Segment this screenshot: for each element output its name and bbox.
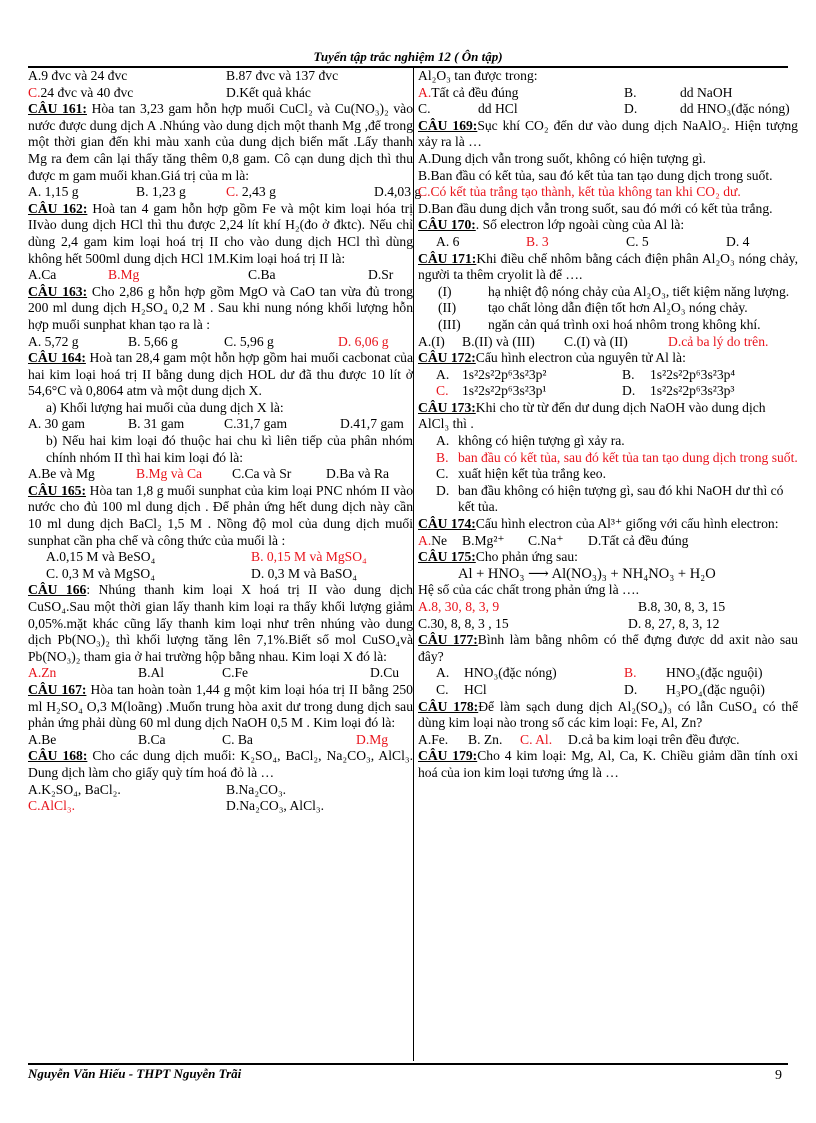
- question-165: CÂU 165: Hòa tan 1,8 g muối sunphat của kim loại PNC nhóm II vào nước cho đủ 100 ml dung dịch . Để phản ứng hết dung dịch này cần 10 ml dung dịch BaCl₂ 1,5 M . Nồng độ mol của dung dịch muối sunphat cần pha chế và công thức của muối là :: [28, 482, 413, 548]
- column-divider: [413, 68, 414, 1061]
- question-162: CÂU 162: Hoà tan 4 gam hỗn hợp gồm Fe và một kim loại hóa trị IIvào dung dịch HCl thì thu được 2,24 lít khí H₂(đo ở đktc). Nếu chỉ dùng 2,4 gam kim loại hoá trị II cho vào dung dịch HCl thì dùng không hết 500ml dung dịch HCl 1M.Kim loại hoá trị II là:: [28, 200, 413, 266]
- page-footer: [28, 1063, 788, 1085]
- question-166: CÂU 166: Nhúng thanh kim loại X hoá trị II vào dung dịch CuSO₄.Sau một thời gian lấy thanh kim loại ra thấy khối lượng giảm 0,05%.mặt khác cũng lấy thanh kim loại như trên nhúng vào dung dịch Pb(NO₃)₂ thì khối lượng tăng lên 7,1%.Biết số mol CuSO₄và Pb(NO₃)₂ tham gia ở hai trường hộp bằng nhau. Kim loại X đó là:: [28, 582, 413, 664]
- question-172: CÂU 172:Cấu hình electron của nguyên tử Al là:: [418, 350, 686, 366]
- question-170: CÂU 170:. Số electron lớp ngoài cùng của Al là:: [418, 217, 685, 233]
- question-178: CÂU 178:Để làm sạch dung dịch Al₂(SO₄)₃ có lẫn CuSO₄ có thể dùng kim loại nào trong số các kim loại: Fe, Al, Zn?: [418, 698, 798, 731]
- option-d: D.Kết quả khác: [226, 84, 311, 100]
- question-169: CÂU 169:Sục khí CO₂ đến dư vào dung dịch NaAlO₂. Hiện tượng xảy ra là …: [418, 117, 798, 150]
- question-al2o3: Al₂O₃ tan được trong:: [418, 68, 538, 83]
- page-header: Tuyển tập trắc nghiệm 12 ( Ôn tập): [28, 48, 788, 68]
- question-163: CÂU 163: Cho 2,86 g hỗn hợp gồm MgO và CaO tan vừa đủ trong 200 ml dung dịch H₂SO₄ 0,2 M . Sau khi nung nóng khối lượng hỗn hợp muối sunphat khan tạo ra là :: [28, 283, 413, 332]
- question-177: CÂU 177:Bình làm bằng nhôm có thể đựng được dd axit nào sau đây?: [418, 632, 798, 664]
- right-column: Al₂O₃ tan được trong: A.Tất cả đều đúng B. dd NaOH C. dd HCl D. dd HNO₃(đặc nóng) CÂU 169:Sục khí CO₂ đến dư vào dung dịch NaAlO₂. Hiện tượng xảy ra là … A.Dung dịch vẫn trong suốt, không có hiện tượng gì. B.Ban đầu có kết tủa, sau đó kết tủa tan tạo dung dịch trong suốt. C.Có kết tủa trắng tạo thành, kết tủa không tan khi CO₂ dư. D.Ban đầu dung dịch vẫn trong suốt, sau đó mới có kết tủa trắng. CÂU 170:. Số electron lớp ngoài cùng của Al là: A. 6 B. 3 C. 5 D. 4 CÂU 171:Khi điều chế nhôm bằng cách điện phân Al₂O₃ nóng chảy, người ta thêm cryolit là để …. (I) hạ nhiệt độ nóng chảy của Al₂O₃, tiết kiệm năng lượng. (II) tạo chất lỏng dẫn điện tốt hơn Al₂O₃ nóng chảy. (III) ngăn cản quá trình oxi hoá nhôm trong không khí. A.(I) B.(II) và (III) C.(I) và (II) D.cả ba lý do trên. CÂU 172:Cấu hình electron của nguyên tử Al là: A. 1s²2s²2p⁶3s²3p² B. 1s²2s²2p⁶3s²3p⁴ C. 1s²2s²2p⁶3s²3p¹ D. 1s²2s²2p⁶3s²3p³ CÂU 173:Khi cho từ từ đến dư dung dịch NaOH vào dung dịch AlCl₃ thì . A. không có hiện tượng gì xảy ra. B. ban đầu có kết tủa, sau đó kết tủa tan tạo dung dịch trong suốt. C. xuất hiện kết tủa trắng keo. D. ban đầu không có hiện tượng gì, sau đó khi NaOH dư thì có kết tủa. CÂU 174:Cấu hình electron của Al³⁺ giống với cấu hình electron: A.Ne B.Mg²⁺ C.Na⁺ D.Tất cả đều đúng CÂU 175:Cho phản ứng sau: Al + HNO₃ ⟶ Al(NO₃)₃ + NH₄NO₃ + H₂O Hệ số của các chất trong phản ứng là …. A.8, 30, 8, 3, 9 B.8, 30, 8, 3, 15 C.30, 8, 8, 3 , 15 D. 8, 27, 8, 3, 12 CÂU 177:Bình làm bằng nhôm có thể đựng được dd axit nào sau đây? A. HNO₃(đặc nóng) B. HNO₃(đặc nguội) C. HCl D. H₃PO₄(đặc nguội) CÂU 178:Để làm sạch dung dịch Al₂(SO₄)₃ có lẫn CuSO₄ có thể dùng kim loại nào trong số các kim loại: Fe, Al, Zn? A.Fe. B. Zn. C. Al. D.cả ba kim loại trên đều được. CÂU 179:Cho 4 kim loại: Mg, Al, Ca, K. Chiều giảm dần tính oxi hoá của ion kim loại tương ứng là …: [418, 68, 798, 780]
- footer-author: Nguyễn Văn Hiếu - THPT Nguyễn Trãi: [28, 1066, 242, 1081]
- question-174: CÂU 174:Cấu hình electron của Al³⁺ giống với cấu hình electron:: [418, 516, 779, 532]
- question-161: CÂU 161: Hòa tan 3,23 gam hỗn hợp muối CuCl₂ và Cu(NO₃)₂ vào nước được dung dịch A .Nhúng vào dung dịch một thanh Mg ,để trong một thời gian đến khi màu xanh của dung dịch biến mất .Lấy thanh Mg ra đem cân lại thấy tăng thêm 0,8 gam. Cô cạn dung dịch thì thu được m gam muối khan.Giá trị của m là:: [28, 101, 413, 183]
- option-c: C.24 đvc và 40 đvc: [28, 84, 134, 100]
- question-168: CÂU 168: Cho các dung dịch muối: K₂SO₄, BaCl₂, Na₂CO₃, AlCl₃. Dung dịch làm cho giấy quỳ tím hoá đỏ là …: [28, 748, 413, 780]
- question-171: CÂU 171:Khi điều chế nhôm bằng cách điện phân Al₂O₃ nóng chảy, người ta thêm cryolit là để ….: [418, 250, 798, 283]
- question-179: CÂU 179:Cho 4 kim loại: Mg, Al, Ca, K. Chiều giảm dần tính oxi hoá của ion kim loại tương ứng là …: [418, 748, 798, 780]
- page-number: 9: [775, 1068, 782, 1083]
- option-b: B.87 đvc và 137 đvc: [226, 68, 339, 83]
- left-column: A.9 đvc và 24 đvc B.87 đvc và 137 đvc C.24 đvc và 40 đvc D.Kết quả khác CÂU 161: Hòa tan 3,23 gam hỗn hợp muối CuCl₂ và Cu(NO₃)₂ vào nước được dung dịch A .Nhúng vào dung dịch một thanh Mg ,để trong một thời gian đến khi màu xanh của dung dịch biến mất .Lấy thanh Mg ra đem cân lại thấy tăng thêm 0,8 gam. Cô cạn dung dịch thì thu được m gam muối khan.Giá trị của m là: A. 1,15 g B. 1,23 g C. 2,43 g D.4,03 g CÂU 162: Hoà tan 4 gam hỗn hợp gồm Fe và một kim loại hóa trị IIvào dung dịch HCl thì thu được 2,24 lít khí H₂(đo ở đktc). Nếu chỉ dùng 2,4 gam kim loại hoá trị II cho vào dung dịch HCl thì dùng không hết 500ml dung dịch HCl 1M.Kim loại hoá trị II là: A.Ca B.Mg C.Ba D.Sr CÂU 163: Cho 2,86 g hỗn hợp gồm MgO và CaO tan vừa đủ trong 200 ml dung dịch H₂SO₄ 0,2 M . Sau khi nung nóng khối lượng hỗn hợp muối sunphat khan tạo ra là : A. 5,72 g B. 5,66 g C. 5,96 g D. 6,06 g CÂU 164: Hoà tan 28,4 gam một hỗn hợp gồm hai muối cacbonat của hai kim loại hoá trị II bằng dung dịch HOL dư đã thu được 10 lít ở 54,6°C và 0,8064 atm và một dung dịch X. a) Khối lượng hai muối của dung dịch X là: A. 30 gam B. 31 gam C.31,7 gam D.41,7 gam b) Nếu hai kim loại đó thuộc hai chu kì liên tiếp của phân nhóm chính nhóm II thì hai kim loại đó là: A.Be và Mg B.Mg và Ca C.Ca và Sr D.Ba và Ra CÂU 165: Hòa tan 1,8 g muối sunphat của kim loại PNC nhóm II vào nước cho đủ 100 ml dung dịch . Để phản ứng hết dung dịch này cần 10 ml dung dịch BaCl₂ 1,5 M . Nồng độ mol của dung dịch muối sunphat cần pha chế và công thức của muối là : A.0,15 M và BeSO₄ B. 0,15 M và MgSO₄ C. 0,3 M và MgSO₄ D. 0,3 M và BaSO₄ CÂU 166: Nhúng thanh kim loại X hoá trị II vào dung dịch CuSO₄.Sau một thời gian lấy thanh kim loại ra thấy khối lượng giảm 0,05%.mặt khác cũng lấy thanh kim loại như trên nhúng vào dung dịch Pb(NO₃)₂ thì khối lượng tăng lên 7,1%.Biết số mol CuSO₄và Pb(NO₃)₂ tham gia ở hai trường hộp bằng nhau. Kim loại X đó là: A.Zn B.Al C.Fe D.Cu CÂU 167: Hòa tan hoàn toàn 1,44 g một kim loại hóa trị II bằng 250 ml H₂SO₄ O,3 M(loãng) .Muốn trung hòa axit dư trong dung dịch sau phản ứng phải dùng 60 ml dung dịch NaOH 0,5 M . Kim loại đó là: A.Be B.Ca C. Ba D.Mg CÂU 168: Cho các dung dịch muối: K₂SO₄, BaCl₂, Na₂CO₃, AlCl₃. Dung dịch làm cho giấy quỳ tím hoá đỏ là … A.K₂SO₄, BaCl₂. B.Na₂CO₃. C.AlCl₃. D.Na₂CO₃, AlCl₃.: [28, 68, 422, 814]
- option-a: A.9 đvc và 24 đvc: [28, 68, 128, 83]
- question-173: CÂU 173:Khi cho từ từ đến dư dung dịch NaOH vào dung dịch AlCl₃ thì .: [418, 399, 766, 432]
- question-164: CÂU 164: Hoà tan 28,4 gam một hỗn hợp gồm hai muối cacbonat của hai kim loại hoá trị II bằng dung dịch HOL dư đã thu được 10 lít ở 54,6°C và 0,8064 atm và một dung dịch X.: [28, 350, 413, 399]
- question-175: CÂU 175:Cho phản ứng sau:: [418, 549, 578, 565]
- question-167: CÂU 167: Hòa tan hoàn toàn 1,44 g một kim loại hóa trị II bằng 250 ml H₂SO₄ O,3 M(loãng) .Muốn trung hòa axit dư trong dung dịch sau phản ứng phải dùng 60 ml dung dịch NaOH 0,5 M . Kim loại đó là:: [28, 681, 413, 731]
